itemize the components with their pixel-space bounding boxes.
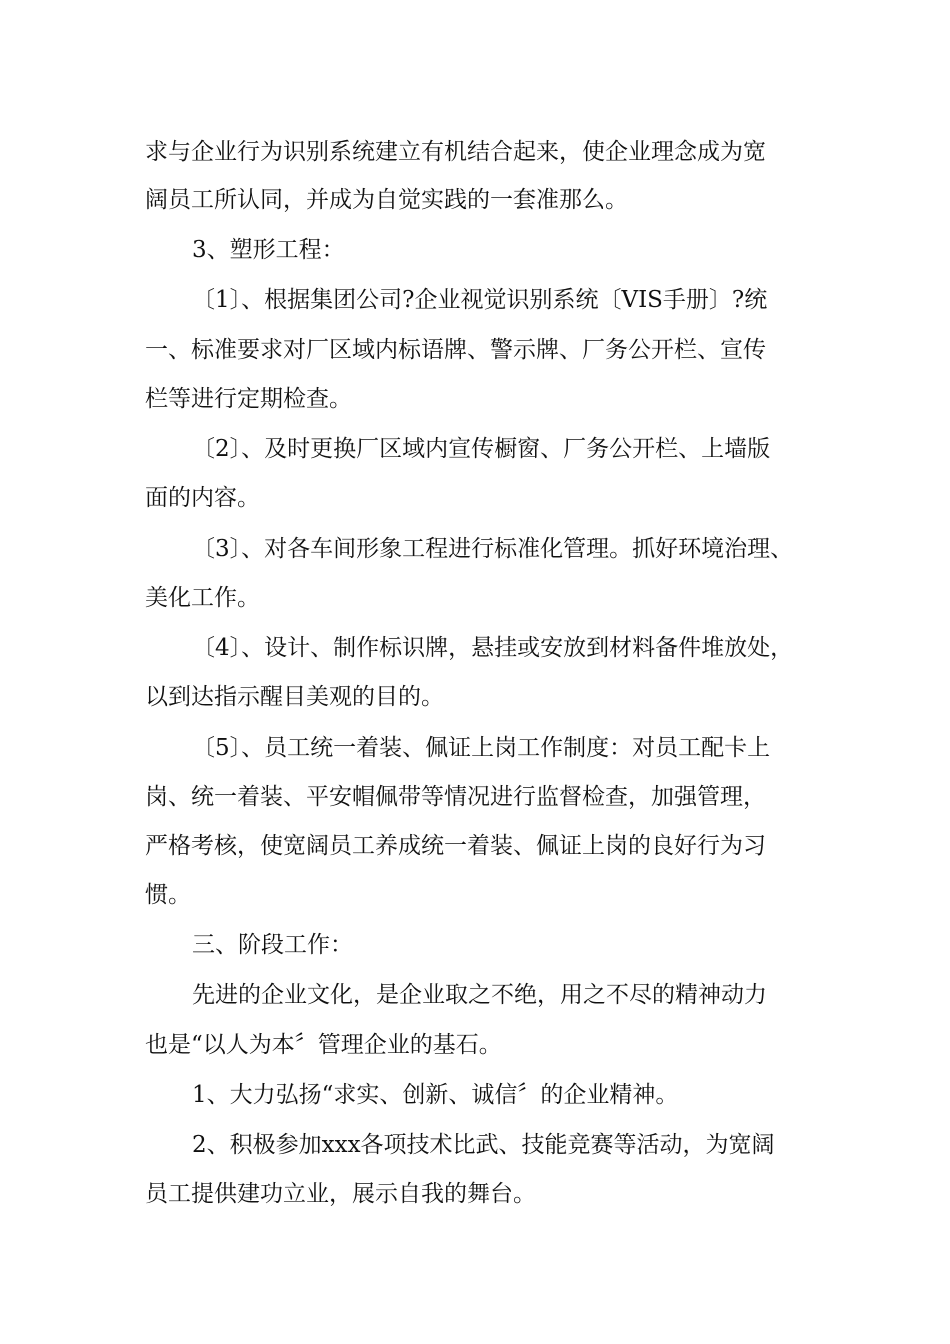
text-line: 2、积极参加xxx各项技术比武、技能竞赛等活动，为宽阔 [192, 1132, 775, 1158]
section-heading: 3、塑形工程： [192, 237, 345, 263]
text-line: 〔5〕、员工统一着装、佩证上岗工作制度：对员工配卡上 [192, 735, 771, 761]
text-line: 美化工作。 [145, 585, 260, 611]
text-line: 〔3〕、对各车间形象工程进行标准化管理。抓好环境治理、 [192, 536, 794, 562]
text-line: 栏等进行定期检查。 [145, 386, 352, 412]
text-line: 以到达指示醒目美观的目的。 [145, 684, 444, 710]
text-line: 先进的企业文化，是企业取之不绝，用之不尽的精神动力 [192, 982, 767, 1008]
text-line: 员工提供建功立业，展示自我的舞台。 [145, 1181, 536, 1207]
text-line: 〔1〕、根据集团公司?企业视觉识别系统〔VIS手册〕?统 [192, 287, 768, 313]
text-line: 严格考核，使宽阔员工养成统一着装、佩证上岗的良好行为习 [145, 833, 766, 859]
text-line: 求与企业行为识别系统建立有机结合起来，使企业理念成为宽 [145, 139, 766, 165]
text-line: 〔2〕、及时更换厂区域内宣传橱窗、厂务公开栏、上墙版 [192, 436, 771, 462]
text-line: 面的内容。 [145, 485, 260, 511]
text-line: 一、标准要求对厂区域内标语牌、警示牌、厂务公开栏、宣传 [145, 337, 766, 363]
text-line: 1、大力弘扬“求实、创新、诚信〞的企业精神。 [192, 1082, 679, 1108]
text-line: 〔4〕、设计、制作标识牌，悬挂或安放到材料备件堆放处， [192, 635, 794, 661]
text-line: 阔员工所认同，并成为自觉实践的一套准那么。 [145, 187, 628, 213]
text-line: 也是“以人为本〞管理企业的基石。 [145, 1032, 502, 1058]
section-heading: 三、阶段工作： [192, 932, 353, 958]
text-line: 惯。 [145, 882, 191, 908]
text-line: 岗、统一着装、平安帽佩带等情况进行监督检查，加强管理， [145, 784, 766, 810]
